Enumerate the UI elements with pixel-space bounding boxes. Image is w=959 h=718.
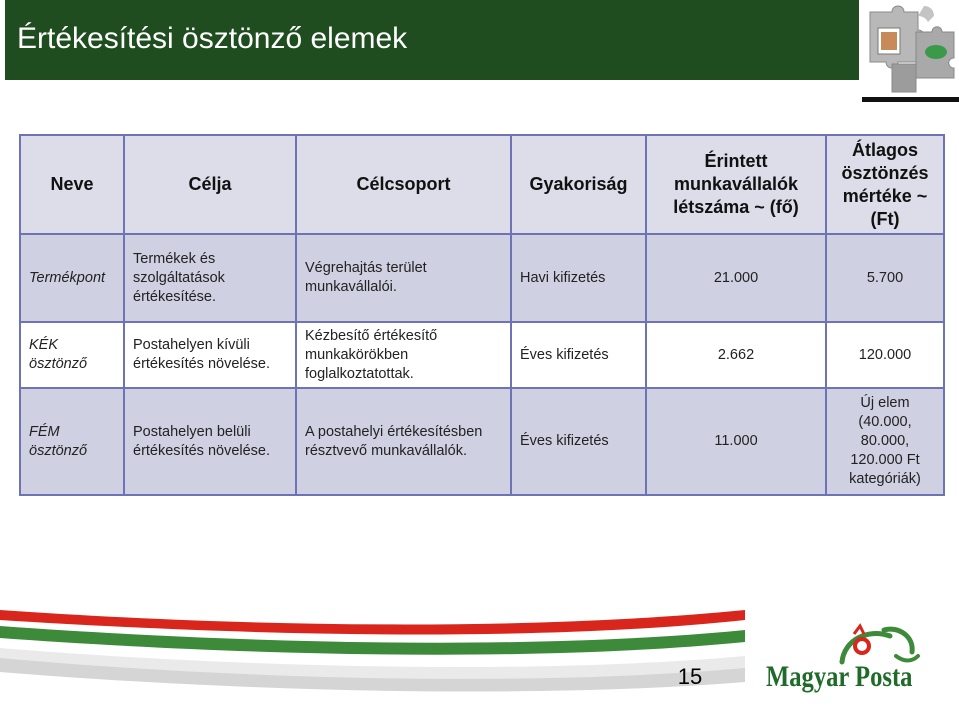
puzzle-pieces-icon [862,2,958,96]
cell-target: Végrehajtás terület munkavállalói. [296,234,511,322]
cell-name: Termékpont [20,234,124,322]
cell-name: FÉM ösztönző [20,388,124,495]
cell-goal: Postahelyen belüli értékesítés növelése. [124,388,296,495]
page-number: 15 [677,664,703,689]
cell-goal: Postahelyen kívüli értékesítés növelése. [124,322,296,388]
cell-goal: Termékek és szolgáltatások értékesítése. [124,234,296,322]
cell-frequency: Havi kifizetés [511,234,646,322]
header-celcsoport: Célcsoport [296,135,511,234]
cell-frequency: Éves kifizetés [511,388,646,495]
cell-amount: 120.000 [826,322,944,388]
cell-employees: 2.662 [646,322,826,388]
header-neve: Neve [20,135,124,234]
header-osztonzes: Átlagos ösztönzés mértéke ~ (Ft) [826,135,944,234]
table-row [20,388,944,495]
header-gyakorisag: Gyakoriság [511,135,646,234]
page-title: Értékesítési ösztönző elemek [17,22,408,55]
footer-swoosh [0,600,959,718]
table-row [20,234,944,322]
cell-employees: 21.000 [646,234,826,322]
cell-amount: Új elem (40.000, 80.000, 120.000 Ft kategóriák) [826,388,944,495]
company-logo: Magyar Posta [766,660,913,693]
table-row [20,322,944,388]
header-celja: Célja [124,135,296,234]
incentive-table [19,134,945,496]
cell-employees: 11.000 [646,388,826,495]
table-header-row [20,135,944,234]
cell-frequency: Éves kifizetés [511,322,646,388]
cell-amount: 5.700 [826,234,944,322]
corner-underline [862,97,959,102]
cell-target: Kézbesítő értékesítő munkakörökben foglalkoztatottak. [296,322,511,388]
title-bar [5,0,859,80]
cell-name: KÉK ösztönző [20,322,124,388]
cell-target: A postahelyi értékesítésben résztvevő munkavállalók. [296,388,511,495]
header-letszam: Érintett munkavállalók létszáma ~ (fő) [646,135,826,234]
